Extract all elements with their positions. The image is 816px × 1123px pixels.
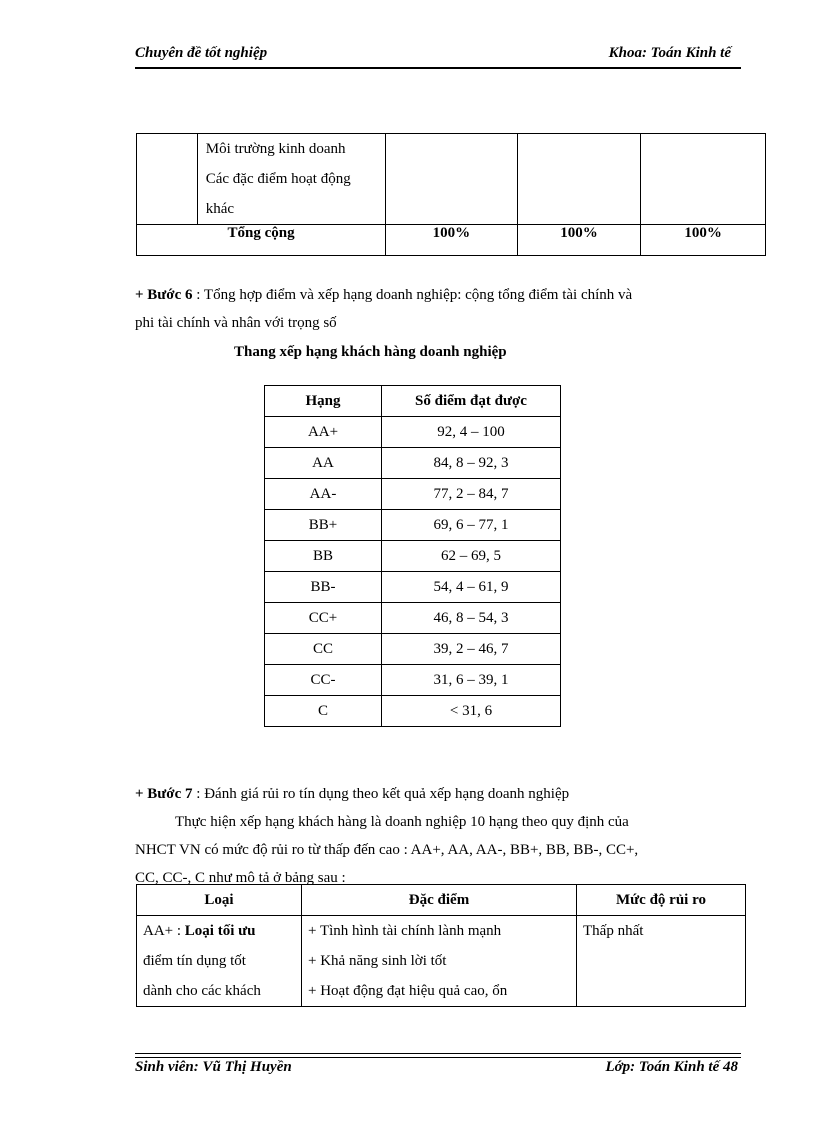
- total-label: Tổng cộng: [137, 225, 386, 256]
- rank-row: [265, 541, 561, 572]
- risk-header: Đặc điểm: [302, 885, 577, 916]
- rank-row: [265, 634, 561, 665]
- step6-text: : Tổng hợp điểm và xếp hạng doanh nghiệp: cộng tổng điểm tài chính và: [192, 287, 633, 303]
- risk-table: [136, 884, 746, 1007]
- rank-table-title: Thang xếp hạng khách hàng doanh nghiệp: [234, 344, 507, 360]
- rank-score: 92, 4 – 100: [382, 417, 561, 448]
- rank-row: [265, 665, 561, 696]
- rank-row: [265, 572, 561, 603]
- rank-table: [264, 385, 561, 727]
- step7-text: : Đánh giá rủi ro tín dụng theo kết quả xếp hạng doanh nghiệp: [192, 786, 570, 802]
- rank-row: [265, 696, 561, 727]
- rank-score: 54, 4 – 61, 9: [382, 572, 561, 603]
- criteria-item: Các đặc điểm hoạt động: [205, 171, 351, 187]
- rank-score: 39, 2 – 46, 7: [382, 634, 561, 665]
- rank-grade: CC: [265, 634, 382, 665]
- rank-grade: AA-: [265, 479, 382, 510]
- criteria-cell-empty: [137, 134, 198, 225]
- rank-score: 31, 6 – 39, 1: [382, 665, 561, 696]
- criteria-cell-empty: [386, 134, 518, 225]
- step6-paragraph: [135, 281, 741, 337]
- step7-paragraph: [135, 780, 741, 892]
- step6-label: + Bước 6: [135, 287, 193, 303]
- risk-type-line: AA+ : Loại tối ưu: [143, 923, 256, 939]
- risk-type-cell: [137, 916, 302, 1007]
- rank-score: 84, 8 – 92, 3: [382, 448, 561, 479]
- criteria-table: [136, 133, 766, 256]
- rank-grade: C: [265, 696, 382, 727]
- rank-score: 46, 8 – 54, 3: [382, 603, 561, 634]
- risk-feature-line: + Tình hình tài chính lành mạnh: [308, 923, 502, 939]
- risk-level-cell: [577, 916, 746, 1007]
- risk-feature-line: + Khả năng sinh lời tốt: [308, 953, 447, 969]
- risk-type-line: dành cho các khách: [143, 983, 261, 999]
- rank-row: [265, 510, 561, 541]
- rank-row: [265, 448, 561, 479]
- step7-para-line2: NHCT VN có mức độ rủi ro từ thấp đến cao : AA+, AA, AA-, BB+, BB, BB-, CC+,: [135, 842, 639, 858]
- total-value: 100%: [517, 225, 641, 256]
- step7-para-line3: CC, CC-, C như mô tả ở bảng sau :: [135, 870, 346, 886]
- rank-score: 69, 6 – 77, 1: [382, 510, 561, 541]
- step7-label: + Bước 7: [135, 786, 193, 802]
- rank-grade: BB+: [265, 510, 382, 541]
- criteria-item: khác: [205, 201, 235, 217]
- rank-grade: CC+: [265, 603, 382, 634]
- criteria-item: Môi trường kinh doanh: [205, 141, 346, 157]
- rank-grade: AA: [265, 448, 382, 479]
- rank-grade: BB-: [265, 572, 382, 603]
- rank-row: [265, 417, 561, 448]
- rank-grade: BB: [265, 541, 382, 572]
- rank-row: [265, 479, 561, 510]
- rank-header: Hạng: [265, 386, 382, 417]
- rank-row: [265, 603, 561, 634]
- rank-score: 77, 2 – 84, 7: [382, 479, 561, 510]
- criteria-cell-items: [197, 134, 385, 225]
- risk-header: Mức độ rủi ro: [577, 885, 746, 916]
- rank-grade: AA+: [265, 417, 382, 448]
- header-title-right: Khoa: Toán Kinh tế: [608, 45, 731, 61]
- total-value: 100%: [386, 225, 518, 256]
- rank-score: < 31, 6: [382, 696, 561, 727]
- rank-header: Số điểm đạt được: [382, 386, 561, 417]
- risk-feature-line: + Hoạt động đạt hiệu quả cao, ổn: [308, 983, 508, 999]
- risk-level-value: Thấp nhất: [583, 923, 644, 939]
- header-rule: [135, 67, 741, 69]
- header-title-left: Chuyên đề tốt nghiệp: [135, 45, 268, 61]
- risk-header: Loại: [137, 885, 302, 916]
- criteria-cell-empty: [641, 134, 766, 225]
- rank-score: 62 – 69, 5: [382, 541, 561, 572]
- risk-type-bold: Loại tối ưu: [184, 923, 256, 939]
- footer-rule: [135, 1053, 741, 1058]
- criteria-cell-empty: [517, 134, 641, 225]
- step7-para-line1: Thực hiện xếp hạng khách hàng là doanh nghiệp 10 hạng theo quy định của: [175, 814, 629, 830]
- footer-class: Lớp: Toán Kinh tế 48: [605, 1059, 738, 1075]
- footer-student: Sinh viên: Vũ Thị Huyền: [135, 1059, 292, 1075]
- risk-feature-cell: [302, 916, 577, 1007]
- step6-text-line2: phi tài chính và nhân với trọng số: [135, 315, 337, 331]
- risk-type-line: điểm tín dụng tốt: [143, 953, 246, 969]
- rank-grade: CC-: [265, 665, 382, 696]
- total-value: 100%: [641, 225, 766, 256]
